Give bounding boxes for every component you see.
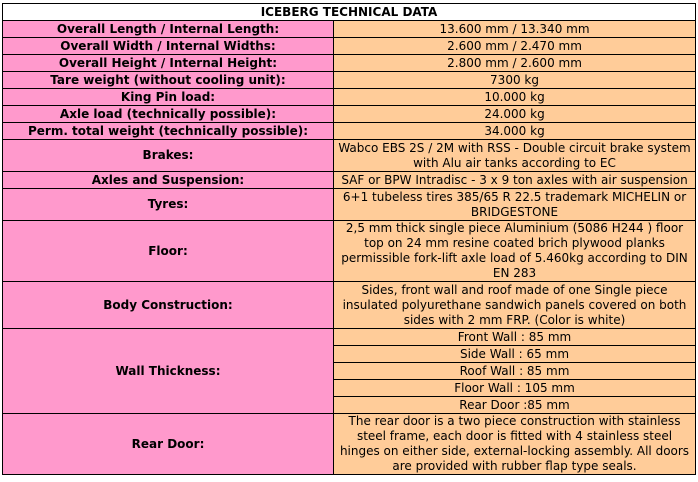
row-value-total-weight: 34.000 kg bbox=[334, 123, 696, 140]
row-value-king-pin-load: 10.000 kg bbox=[334, 89, 696, 106]
table-row bbox=[3, 72, 696, 89]
table-row bbox=[3, 329, 696, 346]
table-row bbox=[3, 38, 696, 55]
wall-thickness-side: Side Wall : 65 mm bbox=[334, 346, 696, 363]
row-label-tare-weight: Tare weight (without cooling unit): bbox=[3, 72, 334, 89]
row-label-overall-width: Overall Width / Internal Widths: bbox=[3, 38, 334, 55]
wall-thickness-rear-door: Rear Door :85 mm bbox=[334, 397, 696, 414]
table-title-row bbox=[3, 4, 696, 21]
table-row bbox=[3, 140, 696, 172]
row-value-overall-height: 2.800 mm / 2.600 mm bbox=[334, 55, 696, 72]
row-value-rear-door: The rear door is a two piece construction with stainless steel frame, each door is fitted with 4 stainless steel hinges on either side, external-locking assembly. All doors are provided with rubber flap type seals. bbox=[334, 414, 696, 475]
table-row bbox=[3, 21, 696, 38]
table-row bbox=[3, 172, 696, 189]
row-label-rear-door: Rear Door: bbox=[3, 414, 334, 475]
row-value-floor: 2,5 mm thick single piece Aluminium (5086 H244 ) floor top on 24 mm resine coated brich plywood planks permissible fork-lift axle load of 5.460kg according to DIN EN 283 bbox=[334, 221, 696, 282]
row-value-axle-load: 24.000 kg bbox=[334, 106, 696, 123]
row-label-brakes: Brakes: bbox=[3, 140, 334, 172]
row-value-overall-width: 2.600 mm / 2.470 mm bbox=[334, 38, 696, 55]
row-label-overall-height: Overall Height / Internal Height: bbox=[3, 55, 334, 72]
row-label-overall-length: Overall Length / Internal Length: bbox=[3, 21, 334, 38]
row-label-body-construction: Body Construction: bbox=[3, 282, 334, 329]
table-row bbox=[3, 106, 696, 123]
row-value-axles: SAF or BPW Intradisc - 3 x 9 ton axles with air suspension bbox=[334, 172, 696, 189]
table-row bbox=[3, 189, 696, 221]
row-label-axles: Axles and Suspension: bbox=[3, 172, 334, 189]
table-title: ICEBERG TECHNICAL DATA bbox=[3, 4, 696, 21]
row-value-tyres: 6+1 tubeless tires 385/65 R 22.5 trademark MICHELIN or BRIDGESTONE bbox=[334, 189, 696, 221]
row-label-total-weight: Perm. total weight (technically possible): bbox=[3, 123, 334, 140]
row-label-axle-load: Axle load (technically possible): bbox=[3, 106, 334, 123]
row-label-floor: Floor: bbox=[3, 221, 334, 282]
table-row bbox=[3, 282, 696, 329]
row-label-tyres: Tyres: bbox=[3, 189, 334, 221]
wall-thickness-roof: Roof Wall : 85 mm bbox=[334, 363, 696, 380]
row-value-overall-length: 13.600 mm / 13.340 mm bbox=[334, 21, 696, 38]
table-row bbox=[3, 414, 696, 475]
row-value-tare-weight: 7300 kg bbox=[334, 72, 696, 89]
wall-thickness-floor: Floor Wall : 105 mm bbox=[334, 380, 696, 397]
technical-data-table bbox=[2, 3, 696, 475]
row-value-brakes: Wabco EBS 2S / 2M with RSS - Double circuit brake system with Alu air tanks according to EC bbox=[334, 140, 696, 172]
table-row bbox=[3, 123, 696, 140]
table-row bbox=[3, 55, 696, 72]
table-row bbox=[3, 89, 696, 106]
table-row bbox=[3, 221, 696, 282]
wall-thickness-front: Front Wall : 85 mm bbox=[334, 329, 696, 346]
row-value-body-construction: Sides, front wall and roof made of one Single piece insulated polyurethane sandwich panels covered on both sides with 2 mm FRP. (Color is white) bbox=[334, 282, 696, 329]
row-label-wall-thickness: Wall Thickness: bbox=[3, 329, 334, 414]
row-label-king-pin-load: King Pin load: bbox=[3, 89, 334, 106]
